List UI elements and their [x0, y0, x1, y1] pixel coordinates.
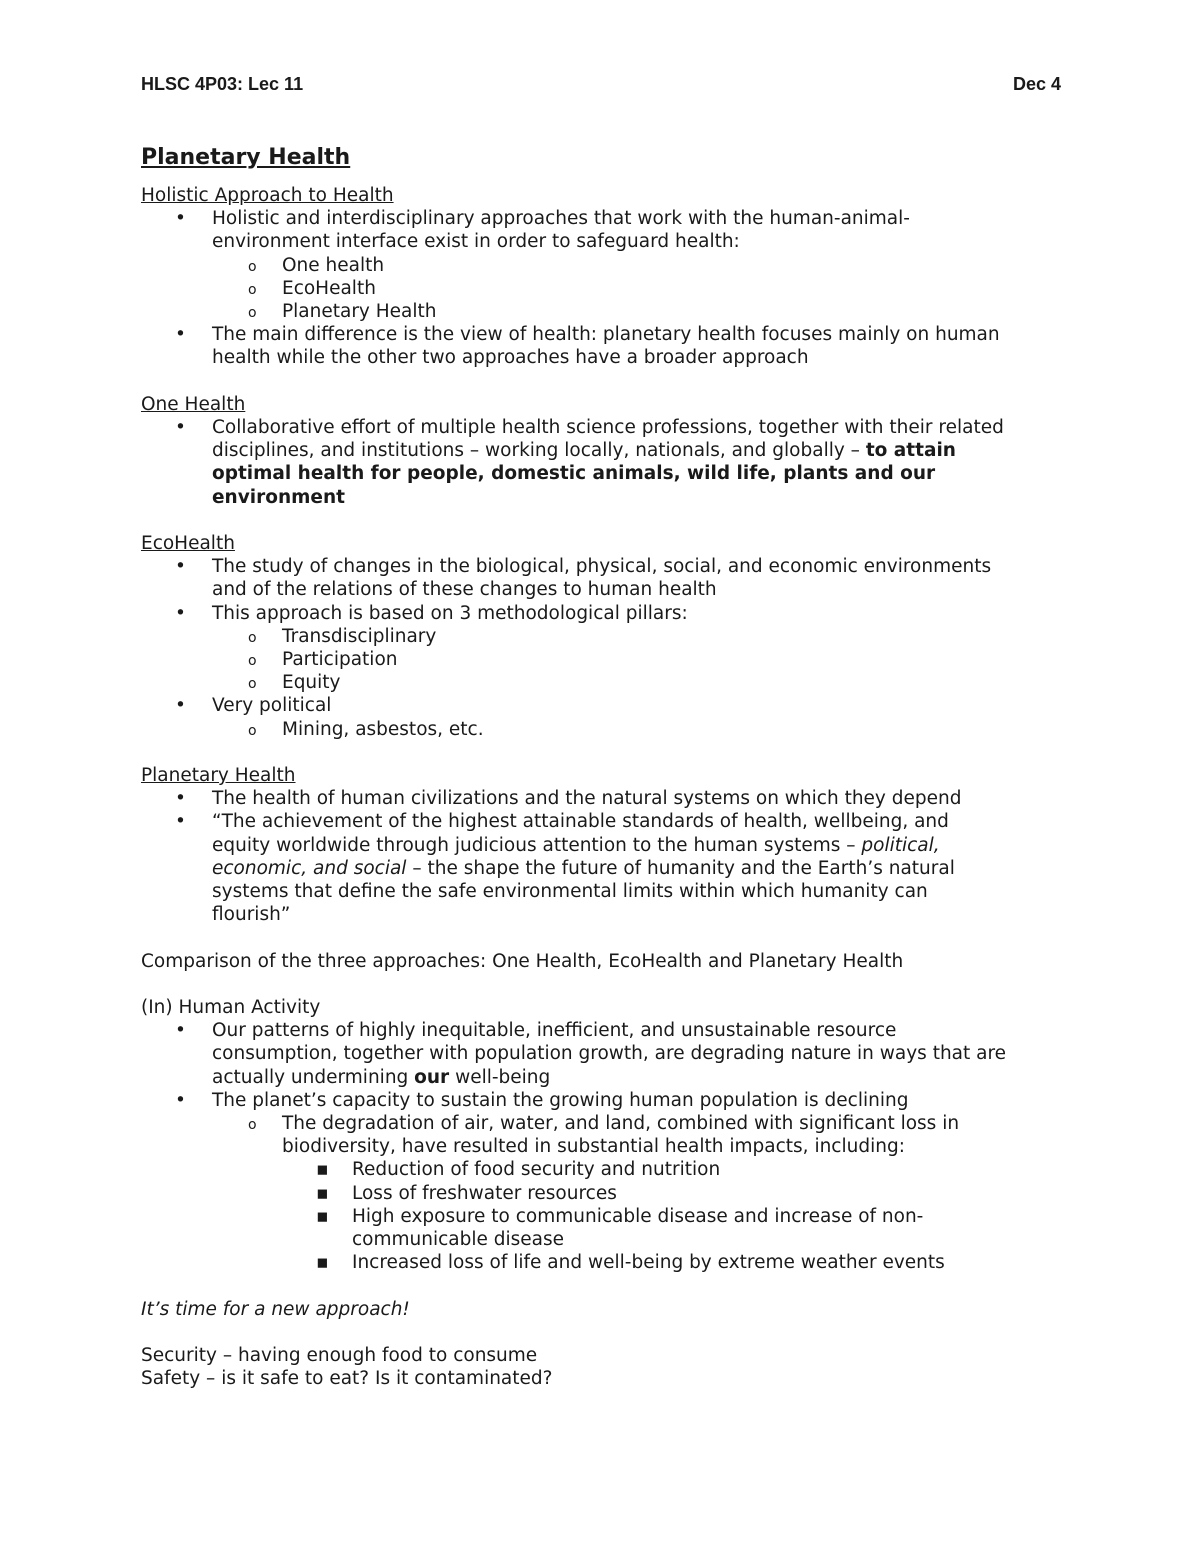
list-item-continuation: [141, 1066, 1061, 1089]
list-item-continuation: flourish”: [212, 904, 291, 926]
text-run: – the shape the future of humanity and the Earth’s natural: [406, 857, 955, 879]
italic-text-run: political,: [861, 834, 940, 856]
list-item: • “The achievement of the highest attainable standards of health, wellbeing, and: [141, 810, 1061, 833]
list-item: • The study of changes in the biological, physical, social, and economic environments: [141, 555, 1061, 578]
comparison-text: Comparison of the three approaches: One Health, EcoHealth and Planetary Health: [141, 950, 904, 972]
list-item-continuation: environment: [212, 486, 345, 508]
sub-list-item: o Equity: [141, 671, 1061, 694]
section-heading-human-activity: (In) Human Activity: [141, 997, 321, 1019]
list-item-continuation: optimal health for people, domestic animals, wild life, plants and our: [212, 463, 936, 485]
text-run: well-being: [449, 1066, 551, 1088]
text-run: disciplines, and institutions – working locally, nationals, and globally –: [212, 440, 866, 462]
section-heading-planetary: Planetary Health: [141, 765, 296, 787]
bold-text-run: to attain: [865, 440, 956, 462]
sub-list-item: o One health: [141, 254, 1061, 277]
list-item: • Holistic and interdisciplinary approaches that work with the human-animal-: [141, 207, 1061, 230]
list-item: • Our patterns of highly inequitable, inefficient, and unsustainable resource: [141, 1019, 1061, 1042]
list-item-continuation: consumption, together with population growth, are degrading nature in ways that are: [212, 1043, 1007, 1065]
course-label: HLSC 4P03: Lec 11: [141, 74, 304, 94]
list-item-continuation: environment interface exist in order to safeguard health:: [212, 231, 740, 253]
list-item-continuation: [141, 834, 1061, 857]
safety-definition: Safety – is it safe to eat? Is it contaminated?: [141, 1368, 553, 1390]
list-item-continuation: health while the other two approaches have a broader approach: [212, 347, 809, 369]
list-item: • Very political: [141, 694, 1061, 717]
list-item: • The health of human civilizations and the natural systems on which they depend: [141, 787, 1061, 810]
nested-list-item: ▪ Increased loss of life and well-being by extreme weather events: [141, 1251, 1061, 1274]
list-item: • The main difference is the view of health: planetary health focuses mainly on human: [141, 323, 1061, 346]
section-heading-one-health: One Health: [141, 393, 246, 415]
section-heading-ecohealth: EcoHealth: [141, 533, 235, 555]
new-approach-text: It’s time for a new approach!: [141, 1298, 410, 1320]
page-title: Planetary Health: [141, 145, 351, 170]
list-item: • The planet’s capacity to sustain the growing human population is declining: [141, 1089, 1061, 1112]
sub-list-item: o EcoHealth: [141, 277, 1061, 300]
sub-list-item: o Transdisciplinary: [141, 625, 1061, 648]
sub-list-item-continuation: biodiversity, have resulted in substantial health impacts, including:: [282, 1136, 905, 1158]
italic-text-run: economic, and social: [212, 857, 407, 879]
sub-list-item: o The degradation of air, water, and land, combined with significant loss in: [141, 1112, 1061, 1135]
list-item: • This approach is based on 3 methodological pillars:: [141, 602, 1061, 625]
nested-list-item: ▪ Loss of freshwater resources: [141, 1182, 1061, 1205]
list-item-continuation: and of the relations of these changes to human health: [212, 579, 717, 601]
list-item-continuation: [141, 439, 1061, 462]
sub-list-item: o Planetary Health: [141, 300, 1061, 323]
list-item-continuation: systems that define the safe environmental limits within which humanity can: [212, 881, 928, 903]
text-run: actually undermining: [212, 1066, 415, 1088]
section-heading-holistic: Holistic Approach to Health: [141, 185, 394, 206]
nested-list-item-continuation: communicable disease: [352, 1229, 565, 1251]
sub-list-item: o Participation: [141, 648, 1061, 671]
security-definition: Security – having enough food to consume: [141, 1345, 538, 1367]
bold-text-run: our: [414, 1066, 450, 1088]
list-item: • Collaborative effort of multiple health science professions, together with their related: [141, 416, 1061, 439]
document-page: [141, 72, 1061, 1390]
date-label: Dec 4: [1012, 74, 1061, 94]
text-run: equity worldwide through judicious attention to the human systems –: [212, 834, 862, 856]
document-body: [141, 184, 1061, 1390]
page-header: [141, 72, 1061, 96]
sub-list-item: o Mining, asbestos, etc.: [141, 718, 1061, 741]
nested-list-item: ▪ High exposure to communicable disease and increase of non-: [141, 1205, 1061, 1228]
list-item-continuation: [141, 857, 1061, 880]
nested-list-item: ▪ Reduction of food security and nutrition: [141, 1158, 1061, 1181]
